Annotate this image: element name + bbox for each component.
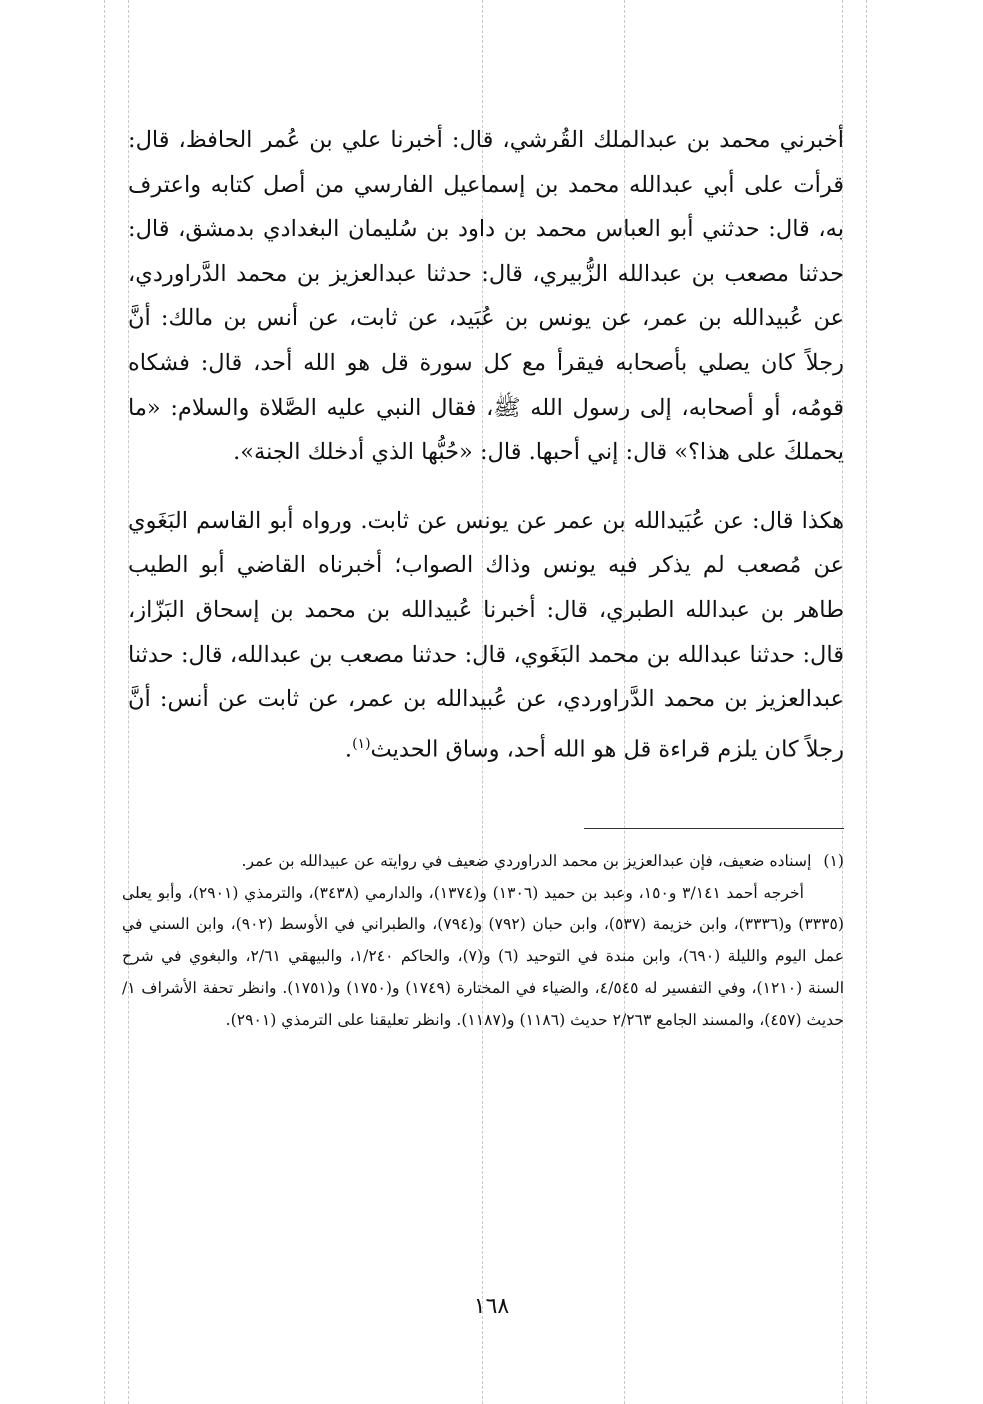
guide-line-left-outer: [104, 0, 105, 1404]
footnote-1-takhrij: أخرجه أحمد ٣/١٤١ و١٥٠، وعبد بن حميد (١٣٠٦) و(١٣٧٤)، والدارمي (٣٤٣٨)، والترمذي (٢٩٠١)، وأبو يعلى (٣٣٣٥) و(٣٣٣٦)، وابن خزيمة (٥٣٧)، وابن حبان (٧٩٢) و(٧٩٤)، والطبراني في الأوسط (٩٠٢)، وابن السني في عمل اليوم والليلة (٦٩٠)، وابن مندة في التوحيد (٦) و(٧)، والحاكم ١/٢٤٠، والبيهقي ٢/٦١، والبغوي في شرح السنة (١٢١٠)، وفي التفسير له ٤/٥٤٥، والضياء في المختارة (١٧٤٩) و(١٧٥٠) و(١٧٥١). وانظر تحفة الأشراف ١/حديث (٤٥٧)، والمسند الجامع ٢/٢٦٣ حديث (١١٨٦) و(١١٨٧). وانظر تعليقنا على الترمذي (٢٩٠١).: [122, 883, 845, 1029]
footnote-1: [122, 846, 844, 878]
guide-line-right-outer: [866, 0, 867, 1404]
paragraph-2-text: هكذا قال: عن عُبَيدالله بن عمر عن يونس عن ثابت. ورواه أبو القاسم البَغَوي عن مُصعب لم يذكر فيه يونس وذاك الصواب؛ أخبرناه القاضي أبو الطيب طاهر بن عبدالله الطبري، قال: أخبرنا عُبيدالله بن محمد بن إسحاق البَزّاز، قال: حدثنا عبدالله بن محمد البَغَوي، قال: حدثنا مصعب بن عبدالله، قال: حدثنا عبدالعزيز بن محمد الدَّراوردي، عن عُبيدالله بن عمر، عن ثابت عن أنس: أنَّ رجلاً كان يلزم قراءة قل هو الله أحد، وساق الحديث: [128, 507, 844, 763]
page-number: ١٦٨: [473, 1294, 510, 1319]
hadith-paragraph-2: [128, 499, 844, 772]
footnotes: [122, 846, 844, 1036]
main-text: [128, 118, 844, 772]
footnote-label: (١): [823, 852, 844, 870]
footnote-separator: [584, 828, 844, 829]
footnote-1-text: إسناده ضعيف، فإن عبدالعزيز بن محمد الدراوردي ضعيف في روايته عن عبيدالله بن عمر.: [241, 852, 812, 870]
footnote-reference: (١): [352, 735, 371, 752]
hadith-paragraph-1: أخبرني محمد بن عبدالملك القُرشي، قال: أخبرنا علي بن عُمر الحافظ، قال: قرأت على أبي عبدالله محمد بن إسماعيل الفارسي من أصل كتابه واعترف به، قال: حدثني أبو العباس محمد بن داود بن سُليمان البغدادي بدمشق، قال: حدثنا مصعب بن عبدالله الزُّبيري، قال: حدثنا عبدالعزيز بن محمد الدَّراوردي، عن عُبيدالله بن عمر، عن يونس بن عُبَيد، عن ثابت، عن أنس بن مالك: أنَّ رجلاً كان يصلي بأصحابه فيقرأ مع كل سورة قل هو الله أحد، قال: فشكاه قومُه، أو أصحابه، إلى رسول الله ﷺ، فقال النبي عليه الصَّلاة والسلام: «ما يحملكَ على هذا؟» قال: إني أحبها. قال: «حُبُّها الذي أدخلك الجنة».: [128, 127, 844, 466]
paragraph-2-period: .: [344, 736, 353, 763]
